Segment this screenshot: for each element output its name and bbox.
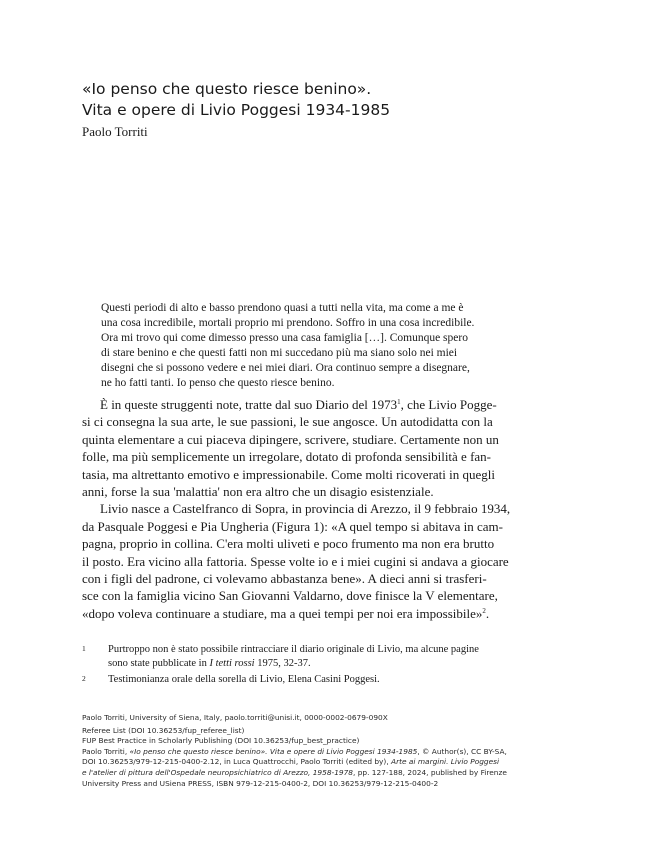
body-line: il posto. Era vicino alla fattoria. Spesse volte io e i miei cugini si andava a giocare — [82, 553, 509, 569]
footnotes — [82, 643, 552, 690]
chapter-title-line-2: Vita e opere di Livio Poggesi 1934-1985 — [82, 101, 391, 119]
citation-italic: «Io penso che questo riesce benino». Vita e opere di Livio Poggesi 1934-1985 — [129, 746, 418, 756]
footnote-ref-2[interactable]: 2 — [482, 606, 486, 615]
footnote-line — [108, 657, 552, 671]
referee-list: Referee List (DOI 10.36253/fup_referee_list) — [82, 725, 245, 735]
footnote-line: Purtroppo non è stato possibile rintracciare il diario originale di Livio, ma alcune pagine — [108, 644, 479, 655]
body-line-text: . — [485, 605, 490, 621]
citation-text: , © Author(s), CC BY-SA, — [417, 746, 507, 756]
body-line: folle, ma più semplicemente un irregolare, dotato di profonda sensibilità e fan- — [82, 449, 492, 465]
body-line-text: «dopo voleva continuare a studiare, ma a quei tempi per noi era impossibile» — [82, 605, 483, 621]
body-text — [82, 396, 555, 622]
best-practice: FUP Best Practice in Scholarly Publishing (DOI 10.36253/fup_best_practice) — [82, 736, 360, 746]
footnote-1 — [82, 643, 552, 670]
footnote-italic-title: I tetti rossi — [209, 657, 255, 669]
epigraph-line: una cosa incredibile, mortali proprio mi prendono. Soffro in una cosa incredibile. — [101, 317, 475, 329]
citation-text: Paolo Torriti, — [82, 746, 130, 756]
citation-italic: e l'atelier di pittura dell'Ospedale neuropsichiatrico di Arezzo, 1958-1978 — [82, 767, 354, 777]
body-line: anni, forse la sua 'malattia' non era altro che un disagio esistenziale. — [82, 484, 434, 500]
body-line: si ci consegna la sua arte, le sue passioni, le sue angosce. Un autodidatta con la — [82, 414, 493, 430]
chapter-title — [82, 79, 582, 121]
footnote-number: 1 — [82, 644, 86, 653]
epigraph-line: Ora mi trovo qui come dimesso presso una casa famiglia […]. Comunque spero — [101, 332, 468, 344]
citation-italic: Arte ai margini. Livio Poggesi — [391, 757, 500, 767]
footnote-ref-1[interactable]: 1 — [397, 398, 401, 406]
publication-info — [82, 713, 552, 789]
epigraph-line: Questi periodi di alto e basso prendono quasi a tutti nella vita, ma come a me è — [101, 302, 464, 314]
body-line: tasia, ma altrettanto emotivo e impressionabile. Come molti ricoverati in quegli — [82, 466, 496, 482]
footnote-line: Testimonianza orale della sorella di Livio, Elena Casini Poggesi. — [108, 674, 380, 685]
chapter-title-line-1: «Io penso che questo riesce benino». — [82, 80, 372, 98]
epigraph-line: disegni che si possono vedere e nei miei diari. Ora continuo sempre a disegnare, — [101, 362, 470, 374]
body-line: da Pasquale Poggesi e Pia Ungheria (Figura 1): «A quel tempo si abitava in cam- — [82, 518, 503, 534]
epigraph-line: ne ho fatti tanti. Io penso che questo riesce benino. — [101, 377, 335, 389]
body-line — [82, 396, 555, 413]
body-line — [82, 605, 555, 622]
citation-text: , pp. 127-188, 2024, published by Firenze — [353, 767, 507, 777]
body-line: sce con la famiglia vicino San Giovanni Valdarno, dove finisce la V elementare, — [82, 588, 498, 604]
citation-line — [82, 747, 552, 758]
author-name: Paolo Torriti — [82, 124, 148, 139]
epigraph-quote — [101, 301, 529, 391]
footnote-text: 1975, 32-37. — [254, 657, 311, 669]
body-line: Livio nasce a Castelfranco di Sopra, in provincia di Arezzo, il 9 febbraio 1934, — [100, 501, 511, 517]
body-line-text: , che Livio Pogge- — [400, 397, 497, 412]
body-line-text: È in queste struggenti note, tratte dal suo Diario del 1973 — [100, 397, 398, 412]
footnote-text: sono state pubblicate in — [108, 657, 210, 669]
citation-text: DOI 10.36253/979-12-215-0400-2.12, in Luca Quattrocchi, Paolo Torriti (edited by), — [82, 757, 392, 767]
body-line: con i figli del padrone, ci volevamo abbastanza bene». A dieci anni si trasferi- — [82, 571, 487, 587]
footnote-number: 2 — [82, 674, 86, 683]
citation-line: University Press and USiena PRESS, ISBN 979-12-215-0400-2, DOI 10.36253/979-12-215-0400-2 — [82, 778, 439, 788]
author-affiliation: Paolo Torriti, University of Siena, Italy, paolo.torriti@unisi.it, 0000-0002-0679-090X — [82, 713, 388, 722]
footnote-2 — [82, 673, 552, 687]
body-line: quinta elementare a cui piaceva dipingere, scrivere, studiare. Certamente non un — [82, 431, 499, 447]
citation-line — [82, 757, 552, 768]
citation-line — [82, 768, 552, 779]
epigraph-line: di stare benino e che questi fatti non mi succedano più ma siano solo nei miei — [101, 347, 458, 359]
body-line: pagna, proprio in collina. C'era molti uliveti e poco frumento ma non era brutto — [82, 536, 495, 552]
